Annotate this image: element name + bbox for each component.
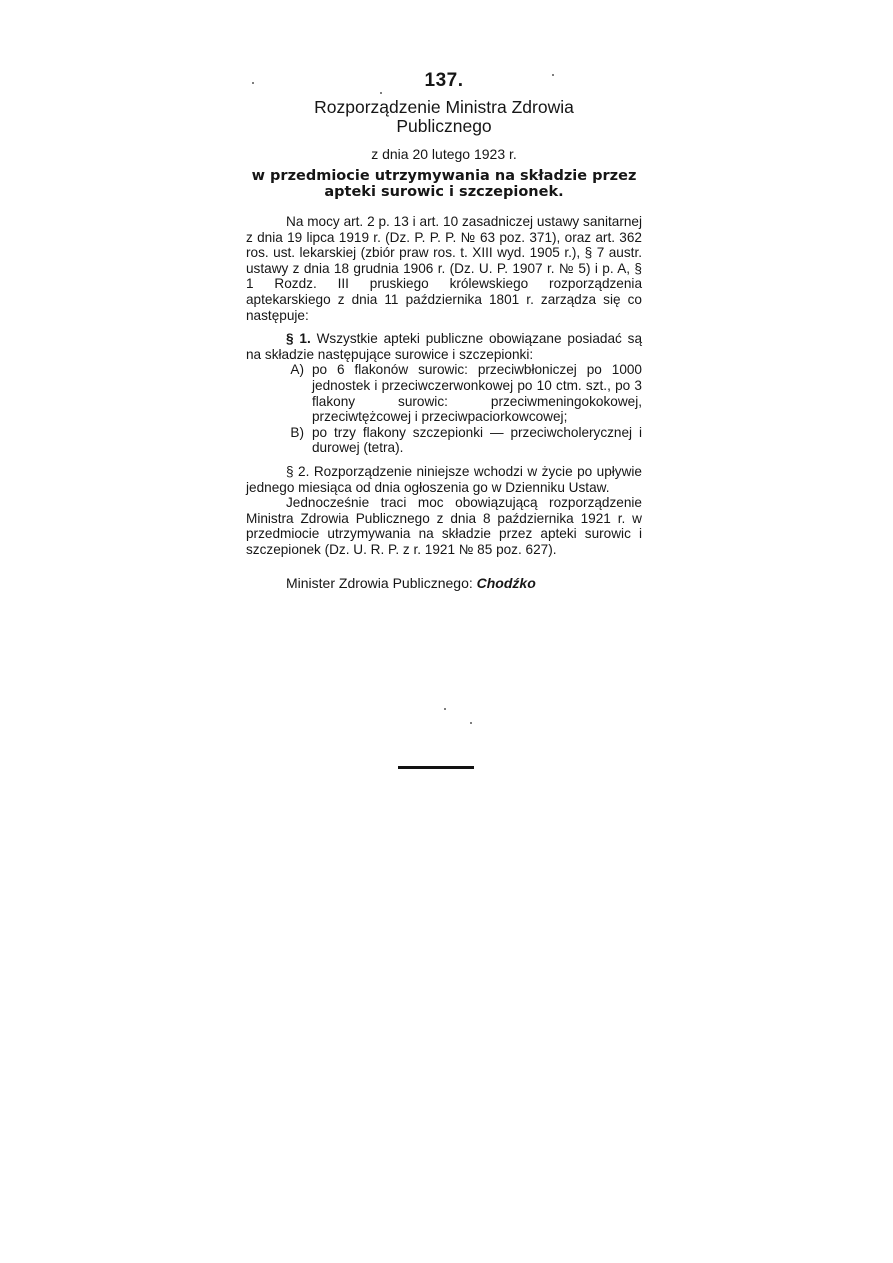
section-1-text: Wszystkie apteki publiczne obowiązane posiadać są na składzie następujące surowice i szczepionki: xyxy=(246,331,642,362)
section-1-paragraph xyxy=(246,331,642,362)
document-page xyxy=(246,70,642,591)
title-line-2: Publicznego xyxy=(396,116,492,136)
serum-list xyxy=(246,362,642,456)
repeal-paragraph: Jednocześnie traci moc obowiązującą rozporządzenie Ministra Zdrowia Publicznego z dnia 8 października 1921 r. w przedmiocie utrzymywania na składzie przez apteki surowic i szczepionek (Dz. U. R. P. z r. 1921 № 85 poz. 627). xyxy=(246,495,642,557)
list-item-marker: B) xyxy=(290,424,304,440)
list-item xyxy=(246,425,642,456)
subject-line-2: apteki surowic i szczepionek. xyxy=(324,184,564,200)
section-2-label: § 2. xyxy=(286,463,310,479)
scan-speck xyxy=(444,708,446,710)
page-number: 137. xyxy=(424,70,464,91)
document-title xyxy=(246,98,642,136)
list-item-marker: A) xyxy=(290,362,304,378)
scan-speck xyxy=(252,82,254,84)
section-2-text: Rozporządzenie niniejsze wchodzi w życie po upływie jednego miesiąca od dnia ogłoszenia go w Dzienniku Ustaw. xyxy=(246,463,642,495)
scan-speck xyxy=(552,74,554,76)
subject-line-1: w przedmiocie utrzymywania na składzie przez xyxy=(251,168,637,184)
closing-rule xyxy=(398,766,474,769)
list-item-text: po trzy flakony szczepionki — przeciwcholerycznej i durowej (tetra). xyxy=(312,424,642,456)
signature-label: Minister Zdrowia Publicznego: xyxy=(286,575,473,592)
preamble-paragraph: Na mocy art. 2 p. 13 i art. 10 zasadniczej ustawy sanitarnej z dnia 19 lipca 1919 r. (Dz. P. P. P. № 63 poz. 371), oraz art. 362 ros. ust. lekarskiej (zbiór praw ros. t. XIII wyd. 1905 r.), § 7 austr. ustawy z dnia 18 grudnia 1906 r. (Dz. U. P. 1907 r. № 5) i p. A, § 1 Rozdz. III pruskiego królewskiego rozporządzenia aptekarskiego z dnia 11 października 1801 r. zarządza się co następuje: xyxy=(246,214,642,323)
document-date: z dnia 20 lutego 1923 r. xyxy=(371,146,517,162)
signature-name: Chodźko xyxy=(476,575,536,592)
title-line-1: Rozporządzenie Ministra Zdrowia xyxy=(314,97,574,117)
list-item-text: po 6 flakonów surowic: przeciwbłoniczej po 1000 jednostek i przeciwczerwonkowej po 10 ctm. szt., po 3 flakony surowic: przeciwmeningokokowej, przeciwtężcowej i przeciwpaciorkowcowej; xyxy=(312,362,642,425)
section-2-paragraph xyxy=(246,464,642,495)
scan-speck xyxy=(380,92,382,94)
list-item xyxy=(246,362,642,424)
scan-speck xyxy=(470,722,472,724)
section-1-label: § 1. xyxy=(286,331,311,347)
document-subject xyxy=(246,168,642,200)
signature-line xyxy=(246,575,642,591)
